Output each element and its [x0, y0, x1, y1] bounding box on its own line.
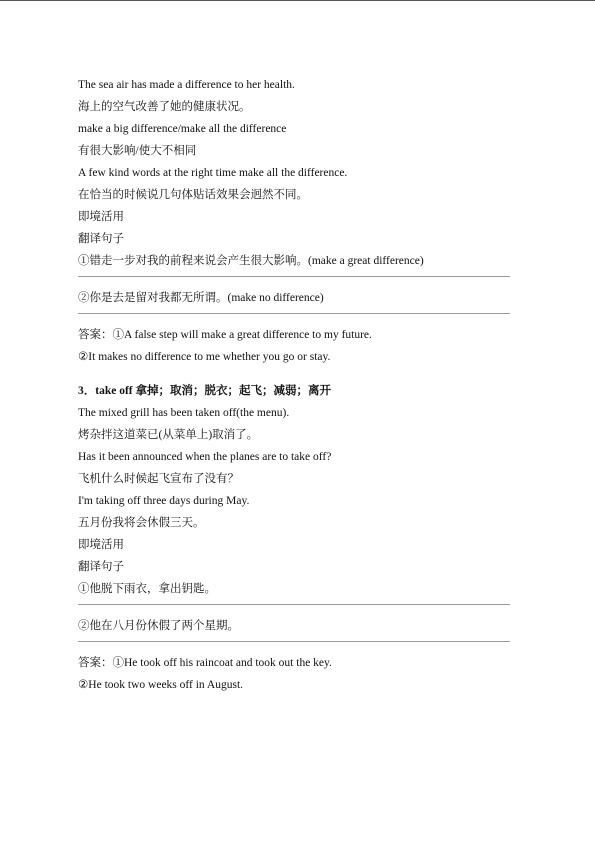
- answer-line-2: ②It makes no difference to me whether you go or stay.: [78, 351, 331, 363]
- answer-line-1: 答案：①He took off his raincoat and took out the key.: [78, 657, 332, 669]
- page-top-border: [0, 0, 595, 1]
- answer-blank-line: [78, 604, 510, 605]
- practice-title: 即境活用: [78, 211, 124, 223]
- translate-title: 翻译句子: [78, 561, 124, 573]
- translate-title: 翻译句子: [78, 233, 124, 245]
- document-body: [78, 78, 518, 700]
- exercise-question-1: ①错走一步对我的前程来说会产生很大影响。(make a great difference): [78, 255, 424, 267]
- example-sentence-en: Has it been announced when the planes are to take off?: [78, 451, 332, 463]
- exercise-question-2: ②你是去是留对我都无所谓。(make no difference): [78, 292, 324, 304]
- answer-line-1: 答案：①A false step will make a great difference to my future.: [78, 329, 372, 341]
- example-sentence-en: The sea air has made a difference to her health.: [78, 79, 295, 91]
- answer-blank-line: [78, 641, 510, 642]
- example-sentence-en: The mixed grill has been taken off(the menu).: [78, 407, 290, 419]
- answer-blank-line: [78, 313, 510, 314]
- example-sentence-zh: 烤杂拌这道菜已(从菜单上)取消了。: [78, 429, 259, 441]
- example-sentence-zh: 五月份我将会休假三天。: [78, 517, 205, 529]
- phrase-translation: 有很大影响/使大不相同: [78, 145, 197, 157]
- section-gap: [78, 372, 518, 384]
- example-sentence-en: I'm taking off three days during May.: [78, 495, 250, 507]
- answer-blank-line: [78, 276, 510, 277]
- practice-title: 即境活用: [78, 539, 124, 551]
- example-sentence-en: A few kind words at the right time make all the difference.: [78, 167, 348, 179]
- phrase-entry: make a big difference/make all the difference: [78, 123, 287, 135]
- example-sentence-zh: 飞机什么时候起飞宣布了没有？: [78, 473, 239, 485]
- example-sentence-zh: 海上的空气改善了她的健康状况。: [78, 101, 251, 113]
- exercise-question-2: ②他在八月份休假了两个星期。: [78, 620, 239, 632]
- exercise-question-1: ①他脱下雨衣，拿出钥匙。: [78, 583, 216, 595]
- answer-line-2: ②He took two weeks off in August.: [78, 679, 244, 691]
- section-heading: 3．take off 拿掉；取消；脱衣；起飞；减弱；离开: [78, 385, 331, 397]
- example-sentence-zh: 在恰当的时候说几句体贴话效果会迥然不同。: [78, 189, 308, 201]
